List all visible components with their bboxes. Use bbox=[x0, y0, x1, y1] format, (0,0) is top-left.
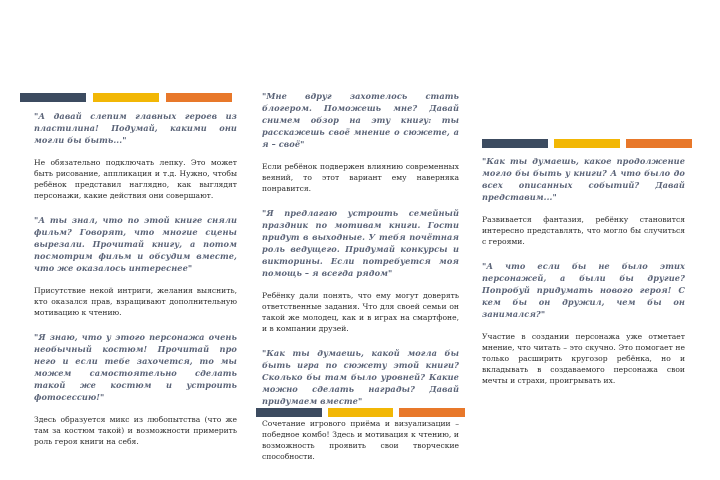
paragraph-trust: Ребёнку дали понять, что ему могут доверять ответственные задания. Что для своей семьи он такой же молодец, как и в играх на смартфоне, и в компании друзей. bbox=[262, 291, 459, 333]
paragraph-fantasy: Развивается фантазия, ребёнку становится интересно представлять, что могло бы случиться с героями. bbox=[482, 215, 685, 246]
bar-orange bbox=[166, 93, 232, 102]
paragraph-modern-trends: Если ребёнок подвержен влиянию современных веяний, то этот вариант ему наверняка понравится. bbox=[262, 162, 459, 193]
quote-clay-heroes: "А давай слепим главных героев из пластилина! Подумай, какими они могли бы быть..." bbox=[34, 111, 237, 145]
bar-yellow bbox=[93, 93, 159, 102]
column-right bbox=[482, 155, 685, 386]
quote-new-hero: "А что если бы не было этих персонажей, а были бы другие? Попробуй придумать нового героя! С кем бы он дружил, чем бы он занимался?" bbox=[482, 261, 685, 319]
paragraph-intrigue: Присутствие некой интриги, желания выяснить, кто оказался прав, взращивают дополнительную мотивацию к чтению. bbox=[34, 286, 237, 317]
quote-family-party: "Я предлагаю устроить семейный праздник по мотивам книги. Гости придут в выходные. У тебя почётная роль ведущего. Придумай конкурсы и викторины. Если потребуется моя помощь – я всегда рядом" bbox=[262, 208, 459, 278]
paragraph-curiosity-mix: Здесь образуется микс из любопытства (что же там за костюм такой) и возможности примерить роль героя книги на себя. bbox=[34, 415, 237, 446]
quote-sequel: "Как ты думаешь, какое продолжение могло бы быть у книги? А что было до всех описанных событий? Давай представим..." bbox=[482, 156, 685, 202]
quote-costume: "Я знаю, что у этого персонажа очень необычный костюм! Прочитай про него и если тебе захочется, то мы можем самостоятельно сделать такой же костюм и устроить фотосессию!" bbox=[34, 332, 237, 402]
paragraph-combo: Сочетание игрового приёма и визуализации – победное комбо! Здесь и мотивация к чтению, и возможность проявить свои творческие способности. bbox=[262, 419, 459, 461]
column-middle bbox=[262, 90, 459, 462]
column-left bbox=[34, 110, 237, 447]
paragraph-drawing-option: Не обязательно подключать лепку. Это может быть рисование, аппликация и т.д. Нужно, чтобы ребёнок представил наглядно, как выглядят персонажи, какие действия они совершают. bbox=[34, 158, 237, 200]
color-bars-top-right bbox=[482, 139, 692, 148]
paragraph-character-creation: Участие в создании персонажа уже отметает мнение, что читать – это скучно. Это помогает не только расширить кругозор ребёнка, но и вкладывать в создаваемого персонажа свои мечты и страхи, проигрывать их. bbox=[482, 332, 685, 385]
quote-game: "Как ты думаешь, какой могла бы быть игра по сюжету этой книги? Сколько бы там было уровней? Какие можно сделать награды? Давай придумаем вместе" bbox=[262, 348, 459, 406]
bar-navy bbox=[482, 139, 548, 148]
bar-orange bbox=[626, 139, 692, 148]
bar-navy bbox=[20, 93, 86, 102]
quote-blogger: "Мне вдруг захотелось стать блогером. Поможешь мне? Давай снимем обзор на эту книгу: ты расскажешь своё мнение о сюжете, а я – своё" bbox=[262, 91, 459, 149]
color-bars-top-left bbox=[20, 93, 232, 102]
quote-movie: "А ты знал, что по этой книге сняли фильм? Говорят, что многие сцены вырезали. Прочитай книгу, а потом посмотрим фильм и обсудим вместе, что же оказалось интереснее" bbox=[34, 215, 237, 273]
bar-yellow bbox=[554, 139, 620, 148]
